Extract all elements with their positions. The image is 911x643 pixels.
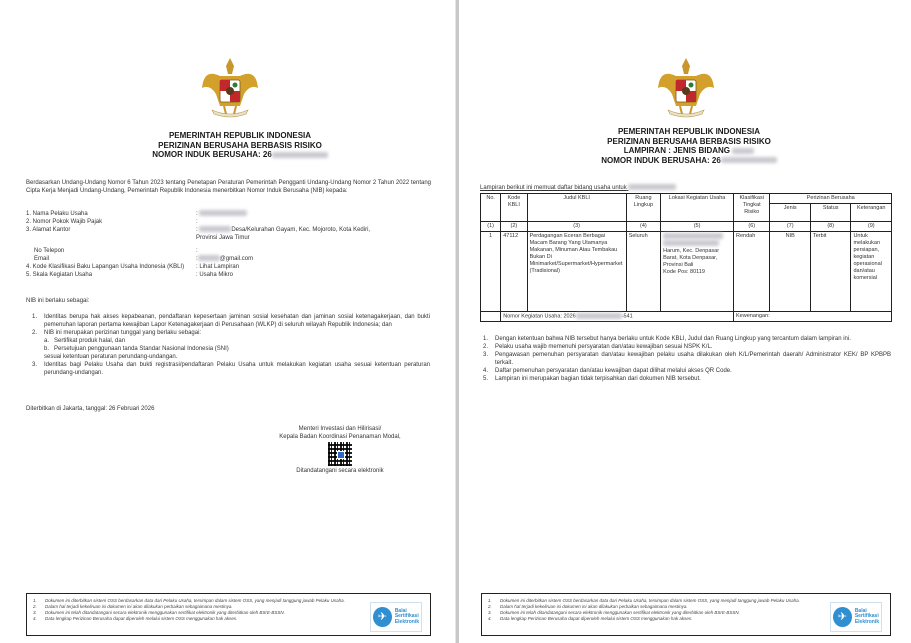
qr-code[interactable] — [328, 442, 352, 466]
nib-item-2b: b. Persetujuan penggunaan tanda Standar Nasional Indonesia (SNI) — [44, 346, 229, 352]
field-npwp: 2. Nomor Pokok Wajib Pajak : — [26, 219, 198, 225]
nib-item-1: 1. Identitas berupa hak akses kepabeanan, pendaftaran kepesertaan jaminan sosial kesehatan dan jaminan sosial ketenagakerjaan, dan bukti pemenuhan laporan pertama kewajiban Lapor Ketenagakerjaan di Perusahaan (WLKP) di seluruh wilayah Republik Indonesia; dan — [32, 314, 430, 328]
column-number-row: (1) (2) (3) (4) (5) (6) (7) (8) (9) — [481, 222, 892, 232]
redacted-nib — [721, 157, 777, 163]
field-email: Email : @gmail.com — [34, 256, 254, 262]
header-licensing: PERIZINAN BERUSAHA BERBASIS RISIKO — [158, 140, 322, 150]
redacted-business-name — [628, 184, 676, 190]
field-office-address: 3. Alamat Kantor : Desa/Kelurahan Gayam, Kec. Mojoroto, Kota Kediri, Provinsi Jawa Timur — [26, 227, 371, 241]
bse-logo: ✈ Balai Sertifikasi Elektronik — [370, 602, 422, 632]
bse-logo: ✈ Balai Sertifikasi Elektronik — [830, 602, 882, 632]
activity-number-row: Nomor Kegiatan Usaha: 2026 -541 Kewenangan: — [481, 312, 892, 322]
table-header-row: No. Kode KBLI Judul KBLI Ruang Lingkup Lokasi Kegiatan Usaha Klasifikasi Tingkat Risiko Perizinan Berusaha — [481, 194, 892, 204]
field-kbli: 4. Kode Klasifikasi Baku Lapangan Usaha Indonesia (KBLI) : Lihat Lampiran — [26, 264, 240, 270]
header-nib-number: NOMOR INDUK BERUSAHA: 26 — [100, 150, 380, 160]
redacted-name — [199, 210, 247, 216]
redacted-location — [663, 233, 723, 239]
redacted-bidang — [732, 148, 754, 154]
intro-paragraph: Berdasarkan Undang-Undang Nomor 6 Tahun 2023 tentang Penetapan Peraturan Pemerintah Pengganti Undang-Undang Nomor 2 Tahun 2022 tentang Cipta Kerja Menjadi Undang-Undang, Pemerintah Republik Indonesia menerbitkan Nomor Induk Berusaha (NIB) kepada: — [26, 180, 431, 194]
nib-validity-intro: NIB ini berlaku sebagai: — [26, 298, 90, 304]
field-business-scale: 5. Skala Kegiatan Usaha : Usaha Mikro — [26, 272, 234, 278]
kbli-attachment-page — [459, 0, 911, 643]
attachment-header: PEMERINTAH REPUBLIK INDONESIA PERIZINAN BERUSAHA BERBASIS RISIKO LAMPIRAN : JENIS BIDANG NOMOR INDUK BERUSAHA: 26 — [549, 127, 829, 165]
redacted-address — [199, 226, 231, 232]
nib-item-2: 2. NIB ini merupakan perizinan tunggal yang berlaku sebagai: — [32, 330, 202, 336]
nib-certificate-page — [0, 0, 455, 643]
nib-item-3: 3. Identitas bagi Pelaku Usaha dan bukti registrasi/pendaftaran Pelaku Usaha untuk melakukan kegiatan usaha sesuai ketentuan peraturan perundang-undangan. — [32, 362, 430, 376]
document-footer: 1. Dokumen ini diterbitkan sistem OSS berdasarkan data dari Pelaku Usaha, tersimpan dalam sistem OSS, yang menjadi tanggung jawab Pelaku Usaha. 2. Dalam hal terjadi kekeliruan isi dokumen ini akan dilakukan perbaikan sebagaimana mestinya. 3. Dokumen ini telah ditandatangani secara elektronik menggunakan sertifikat elektronik yang diterbitkan oleh BSrE-BSSN. 4. Data lengkap Perizinan Berusaha dapat diperoleh melalui sistem OSS menggunakan hak akses. ✈ Balai Sertifikasi Elektronik — [481, 593, 891, 636]
kbli-table: No. Kode KBLI Judul KBLI Ruang Lingkup Lokasi Kegiatan Usaha Klasifikasi Tingkat Risiko Perizinan Berusaha Jenis Status Keterangan (1) (2) (3) (4) (5) (6) (7) (8) (9) 1 47112 Perdagangan Eceran Berbagai Macam Barang Yang Utamanya Makanan, Minuman Atau Tembakau Bukan Di Minimarket/Supermarket/Hypermarket (Tradisional) Seluruh Harum, Kec. Denpasar Barat, Kota Denpasar, Provinsi Bali Kode Pos: 80119 Rendah NIB Terbit Untuk melakukan persiapan, kegiatan operasional dan/atau komersial Nomor Kegiatan Usaha: 2026 -541 Kewenangan: — [480, 193, 892, 322]
field-phone: No Telepon : — [34, 248, 198, 254]
signature-block: Menteri Investasi dan Hilirisasi/ Kepala Badan Koordinasi Penanaman Modal, Ditandatangani secara elektronik — [279, 426, 401, 474]
table-intro: Lampiran berikut ini memuat daftar bidang usaha untuk — [480, 184, 676, 192]
redacted-activity-number — [576, 313, 622, 319]
issue-date: Diterbitkan di Jakarta, tanggal: 26 Februari 2026 — [26, 406, 155, 412]
document-footer: 1. Dokumen ini diterbitkan sistem OSS berdasarkan data dari Pelaku Usaha, tersimpan dalam sistem OSS, yang menjadi tanggung jawab Pelaku Usaha. 2. Dalam hal terjadi kekeliruan isi dokumen ini akan dilakukan perbaikan sebagaimana mestinya. 3. Dokumen ini telah ditandatangani secara elektronik menggunakan sertifikat elektronik yang diterbitkan oleh BSrE-BSSN. 4. Data lengkap Perizinan Berusaha dapat diperoleh melalui sistem OSS menggunakan hak akses. ✈ Balai Sertifikasi Elektronik — [26, 593, 431, 636]
bse-seal-icon: ✈ — [833, 607, 852, 627]
nib-item-2a: a. Sertifikat produk halal, dan — [44, 338, 126, 344]
bse-seal-icon: ✈ — [373, 607, 392, 627]
certificate-header — [100, 131, 380, 160]
redacted-email — [198, 255, 220, 261]
nib-validity-list: 1. Identitas berupa hak akses kepabeanan, pendaftaran kepesertaan jaminan sosial kesehatan dan jaminan sosial ketenagakerjaan, dan bukti pemenuhan laporan pertama kewajiban Lapor Ketenagakerjaan di Perusahaan (WLKP) di seluruh wilayah Republik Indonesia; dan 2. NIB ini merupakan perizinan tunggal yang berlaku sebagai: a. Sertifikat produk halal, dan b. Persetujuan penggunaan tanda Standar Nasional Indonesia (SNI) sesuai ketentuan peraturan perundang-undangan. 3. Identitas bagi Pelaku Usaha dan bukti registrasi/pendaftaran Pelaku Usaha untuk melakukan kegiatan usaha sesuai ketentuan peraturan perundang-undangan. — [32, 314, 430, 376]
redacted-nib — [272, 152, 328, 158]
attachment-notes: 1. Dengan ketentuan bahwa NIB tersebut hanya berlaku untuk Kode KBLI, Judul dan Ruang Lingkup yang tercantum dalam lampiran ini. 2. Pelaku usaha wajib memenuhi persyaratan dan/atau kewajiban sesuai NSPK K/L. 3. Pengawasan pemenuhan persyaratan dan/atau kewajiban pelaku usaha dilakukan oleh K/L/Pemerintah daerah/ Administrator KEK/ BP KPBPB terkait. 4. Daftar pemenuhan persyaratan dan/atau kewajiban dapat dilihat melalui akses QR Code. 5. Lampiran ini merupakan bagian tidak terpisahkan dari dokumen NIB tersebut. — [483, 336, 891, 382]
business-fields — [26, 210, 431, 279]
header-government: PEMERINTAH REPUBLIK INDONESIA — [168, 131, 312, 140]
field-business-name: 1. Nama Pelaku Usaha : — [26, 210, 431, 218]
table-row: 1 47112 Perdagangan Eceran Berbagai Macam Barang Yang Utamanya Makanan, Minuman Atau Tembakau Bukan Di Minimarket/Supermarket/Hypermarket (Tradisional) Seluruh Harum, Kec. Denpasar Barat, Kota Denpasar, Provinsi Bali Kode Pos: 80119 Rendah NIB Terbit Untuk melakukan persiapan, kegiatan operasional dan/atau komersial — [481, 232, 892, 312]
garuda-emblem-icon — [654, 54, 718, 124]
garuda-emblem-icon — [198, 54, 262, 124]
